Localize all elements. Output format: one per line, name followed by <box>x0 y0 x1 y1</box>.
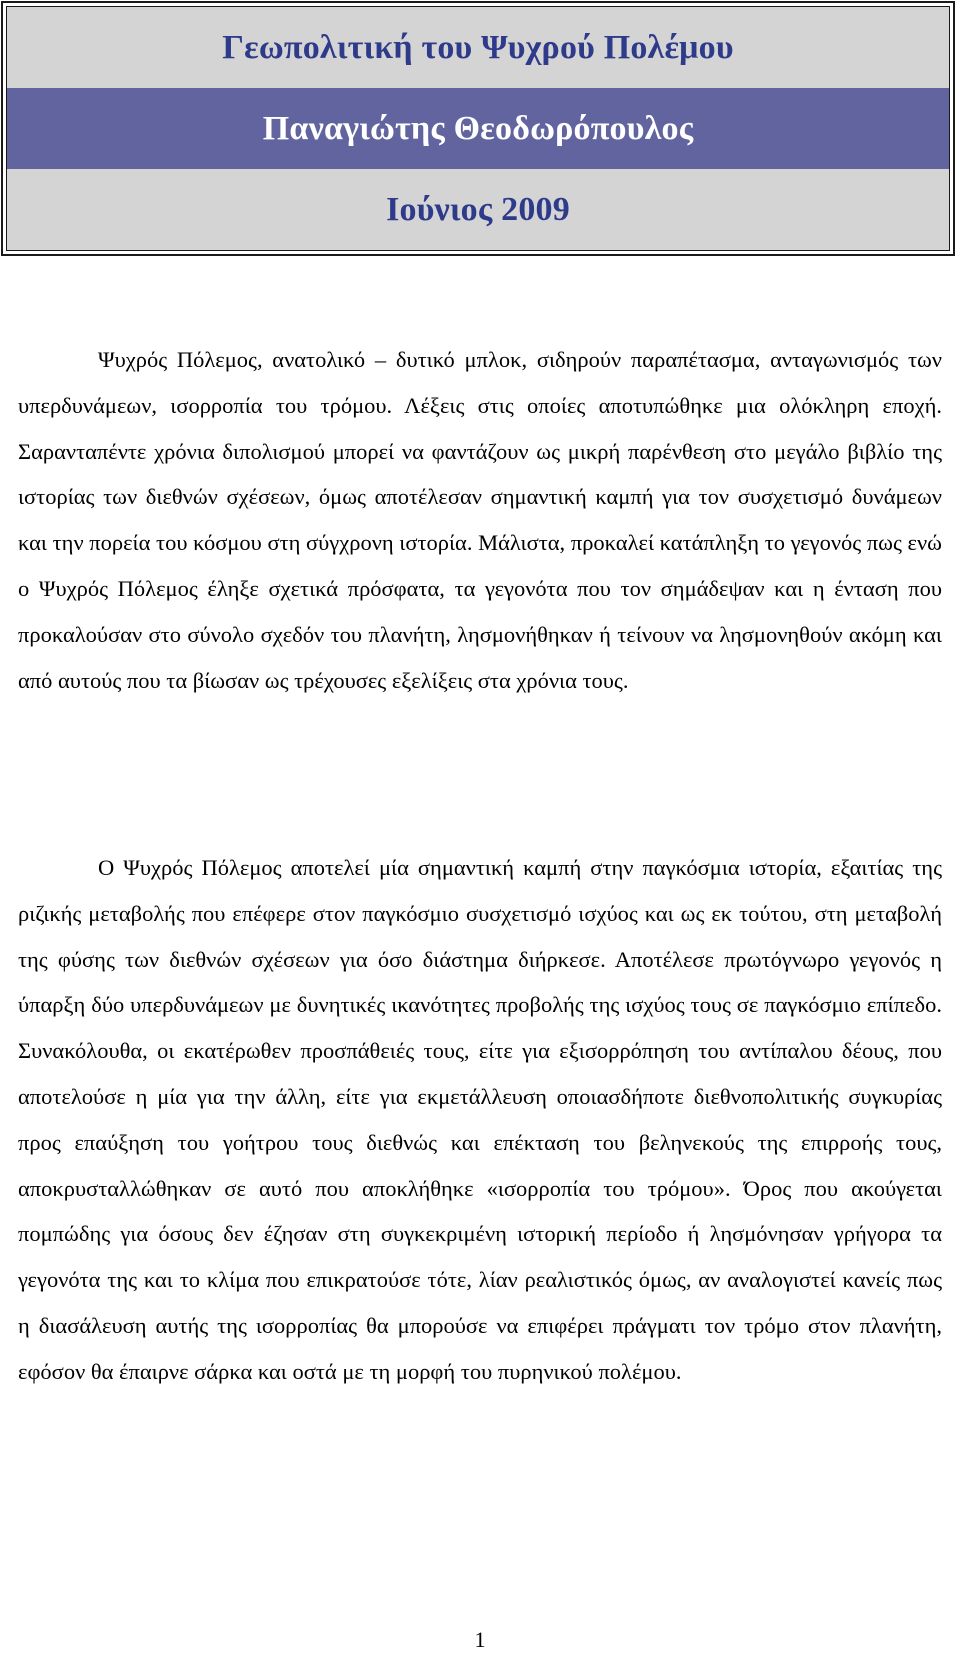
document-date: Ιούνιος 2009 <box>7 169 949 250</box>
paragraph-intro: Ψυχρός Πόλεμος, ανατολικό – δυτικό μπλοκ, σιδηρούν παραπέτασμα, ανταγωνισμός των υπερδυνάμεων, ισορροπία του τρόμου. Λέξεις στις οποίες αποτυπώθηκε μια ολόκληρη εποχή. Σαρανταπέντε χρόνια διπολισμού μπορεί να φαντάζουν ως μικρή παρένθεση στο μεγάλο βιβλίο της ιστορίας των διεθνών σχέσεων, όμως αποτέλεσαν σημαντική καμπή για τον συσχετισμό δυνάμεων και την πορεία του κόσμου στη σύγχρονη ιστορία. Μάλιστα, προκαλεί κατάπληξη το γεγονός πως ενώ ο Ψυχρός Πόλεμος έληξε σχετικά πρόσφατα, τα γεγονότα που τον σημάδεψαν και η ένταση που προκαλούσαν στο σύνολο σχεδόν του πλανήτη, λησμονήθηκαν ή τείνουν να λησμονηθούν ακόμη και από αυτούς που τα βίωσαν ως τρέχουσες εξελίξεις στα χρόνια τους. <box>18 347 942 693</box>
page-number: 1 <box>474 1627 486 1652</box>
title-block <box>1 1 955 256</box>
paragraph-cold-war-significance: Ο Ψυχρός Πόλεμος αποτελεί μία σημαντική καμπή στην παγκόσμια ιστορία, εξαιτίας της ριζικής μεταβολής που επέφερε στον παγκόσμιο συσχετισμό ισχύος και ως εκ τούτου, στη μεταβολή της φύσης των διεθνών σχέσεων για όσο διάστημα διήρκεσε. Αποτέλεσε πρωτόγνωρο γεγονός η ύπαρξη δύο υπερδυνάμεων με δυνητικές ικανότητες προβολής της ισχύος τους σε παγκόσμιο επίπεδο. Συνακόλουθα, οι εκατέρωθεν προσπάθειές τους, είτε για εξισορρόπηση του αντίπαλου δέους, που αποτελούσε η μία για την άλλη, είτε για εκμετάλλευση οποιασδήποτε διεθνοπολιτικής συγκυρίας προς επαύξηση του γοήτρου τους διεθνώς και επέκταση του βεληνεκούς της επιρροής τους, αποκρυσταλλώθηκαν σε αυτό που αποκλήθηκε «ισορροπία του τρόμου». Όρος που ακούγεται πομπώδης για όσους δεν έζησαν στη συγκεκριμένη ιστορική περίοδο ή λησμόνησαν γρήγορα τα γεγονότα της και το κλίμα που επικρατούσε τότε, λίαν ρεαλιστικός όμως, αν αναλογιστεί κανείς πως η διασάλευση αυτής της ισορροπίας θα μπορούσε να επιφέρει πράγματι τον τρόμο στον πλανήτη, εφόσον θα έπαιρνε σάρκα και οστά με τη μορφή του πυρηνικού πολέμου. <box>18 855 942 1384</box>
title-frame <box>6 6 950 251</box>
document-title: Γεωπολιτική του Ψυχρού Πολέμου <box>7 7 949 88</box>
author-name: Παναγιώτης Θεοδωρόπουλος <box>7 88 949 169</box>
